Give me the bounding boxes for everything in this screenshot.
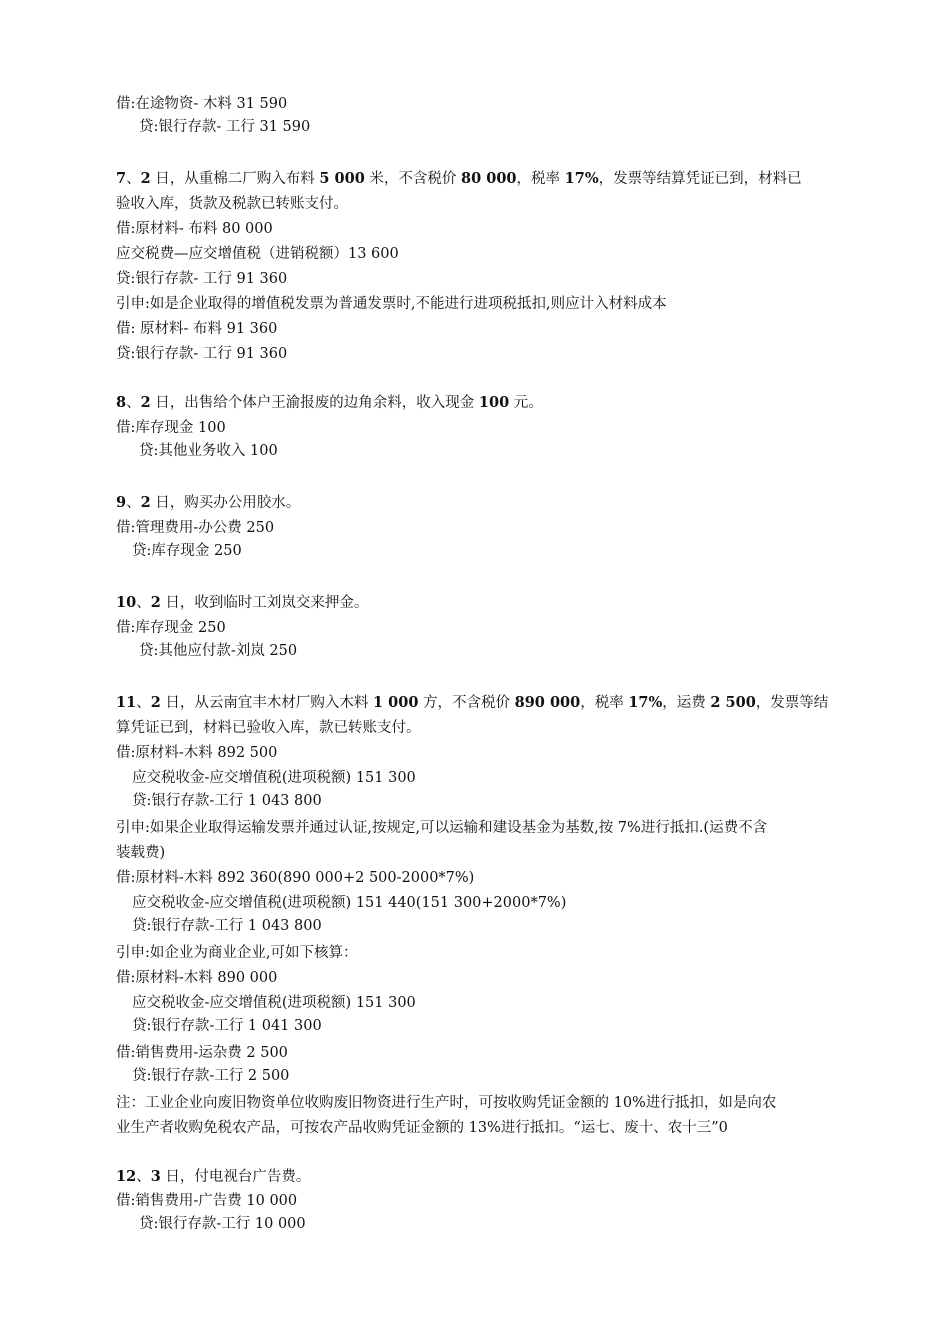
q-value: 17% [564,170,599,187]
q-value: 80 000 [461,170,517,187]
q-number: 12 [116,1168,137,1185]
entry-debit: 借:原材料-木料 890 000 [116,970,278,986]
q-text: 、 [126,495,141,511]
entry-tax: 应交税收金-应交增值税(进项税额) 151 300 [132,770,416,786]
q-text: ，税率 [516,171,565,187]
entry-debit: 借: 原材料- 布料 91 360 [116,321,278,337]
q-text: 、 [136,595,151,611]
q-value: 1 000 [373,694,419,711]
entry-credit: 贷:银行存款- 工行 31 590 [139,119,311,135]
q-number: 11 [116,694,137,711]
question-12 [116,1167,310,1187]
entry-debit: 借:库存现金 100 [116,420,226,436]
entry-credit: 贷:银行存款-工行 1 043 800 [132,793,322,809]
q-text: 、 [136,695,151,711]
entry-debit: 借:库存现金 250 [116,620,226,636]
entry-debit: 借:管理费用-办公费 250 [116,520,275,536]
entry-debit: 借:销售费用-广告费 10 000 [116,1193,298,1209]
entry-credit: 贷:银行存款-工行 2 500 [132,1068,290,1084]
entry-tax: 应交税收金-应交增值税(进项税额) 151 440(151 300+2000*7%) [132,895,567,911]
q-text: 、 [126,395,141,411]
q-text: ，税率 [580,695,629,711]
q-number: 7 [116,170,127,187]
entry-credit: 贷:银行存款- 工行 91 360 [116,346,288,362]
q-text: 、 [136,1169,151,1185]
extension-note: 引申:如企业为商业企业,可如下核算： [116,945,358,961]
q-number: 9 [116,494,127,511]
q-text: 米，不含税价 [364,171,462,187]
entry-debit: 借:原材料-木料 892 360(890 000+2 500-2000*7%) [116,870,475,886]
q-text: 日，出售给个体户王渝报废的边角余料，收入现金 [150,395,479,411]
entry-tax: 应交税收金-应交增值税(进项税额) 151 300 [132,995,416,1011]
entry-credit: 贷:银行存款-工行 1 041 300 [132,1018,322,1034]
extension-note-cont: 装载费) [116,845,166,861]
question-7 [116,169,802,189]
q-day: 2 [150,594,161,611]
q-value: 100 [478,394,510,411]
q-text: 方，不含税价 [418,695,515,711]
entry-credit: 贷:其他应付款-刘岚 250 [139,643,298,659]
q-text: 日，从云南宜丰木材厂购入木料 [160,695,373,711]
entry-tax: 应交税费—应交增值税（进销税额）13 600 [116,246,399,262]
q-value: 17% [628,694,663,711]
q-text: ，运费 [662,695,711,711]
question-9 [116,493,300,513]
q-day: 2 [140,494,151,511]
q-number: 10 [116,594,137,611]
extension-note: 引申:如果企业取得运输发票并通过认证,按规定,可以运输和建设基金为基数,按 7%进行抵扣.(运费不含 [116,820,768,836]
question-7-line2: 验收入库，货款及税款已转账支付。 [116,196,348,212]
entry-credit: 贷:库存现金 250 [132,543,242,559]
q-text: 日，购买办公用胶水。 [150,495,301,511]
entry-credit: 贷:银行存款- 工行 91 360 [116,271,288,287]
note: 注：工业企业向废旧物资单位收购废旧物资进行生产时，可按收购凭证金额的 10%进行抵扣，如是向农 [116,1095,777,1111]
entry-debit: 借:销售费用-运杂费 2 500 [116,1045,288,1061]
q-text: 日，从重棉二厂购入布料 [150,171,320,187]
entry-credit: 贷:其他业务收入 100 [139,443,278,459]
q-text: 元。 [509,395,543,411]
question-10 [116,593,368,613]
entry-credit: 贷:银行存款-工行 1 043 800 [132,918,322,934]
entry-credit: 贷:银行存款-工行 10 000 [139,1216,306,1232]
question-11-line2: 算凭证已到，材料已验收入库，款已转账支付。 [116,720,421,736]
question-8 [116,393,543,413]
extension-note: 引申:如是企业取得的增值税发票为普通发票时,不能进行进项税抵扣,则应计入材料成本 [116,296,667,312]
entry-debit: 借:原材料- 布料 80 000 [116,221,273,237]
q-text: 、 [126,171,141,187]
q-value: 5 000 [319,170,365,187]
q-day: 2 [140,394,151,411]
q-day: 2 [150,694,161,711]
question-11 [116,693,828,713]
entry-debit: 借:原材料-木料 892 500 [116,745,278,761]
q-value: 2 500 [710,694,756,711]
q-text: 日，付电视台广告费。 [160,1169,311,1185]
q-number: 8 [116,394,127,411]
note-cont: 业生产者收购免税农产品，可按农产品收购凭证金额的 13%进行抵扣。“运七、废十、农十三”0 [116,1120,728,1136]
q-text: ，发票等结 [755,695,829,711]
q-day: 3 [150,1168,161,1185]
q-day: 2 [140,170,151,187]
q-value: 890 000 [514,694,581,711]
q-text: ，发票等结算凭证已到，材料已 [598,171,802,187]
entry-debit: 借:在途物资- 木料 31 590 [116,96,288,112]
q-text: 日，收到临时工刘岚交来押金。 [160,595,369,611]
